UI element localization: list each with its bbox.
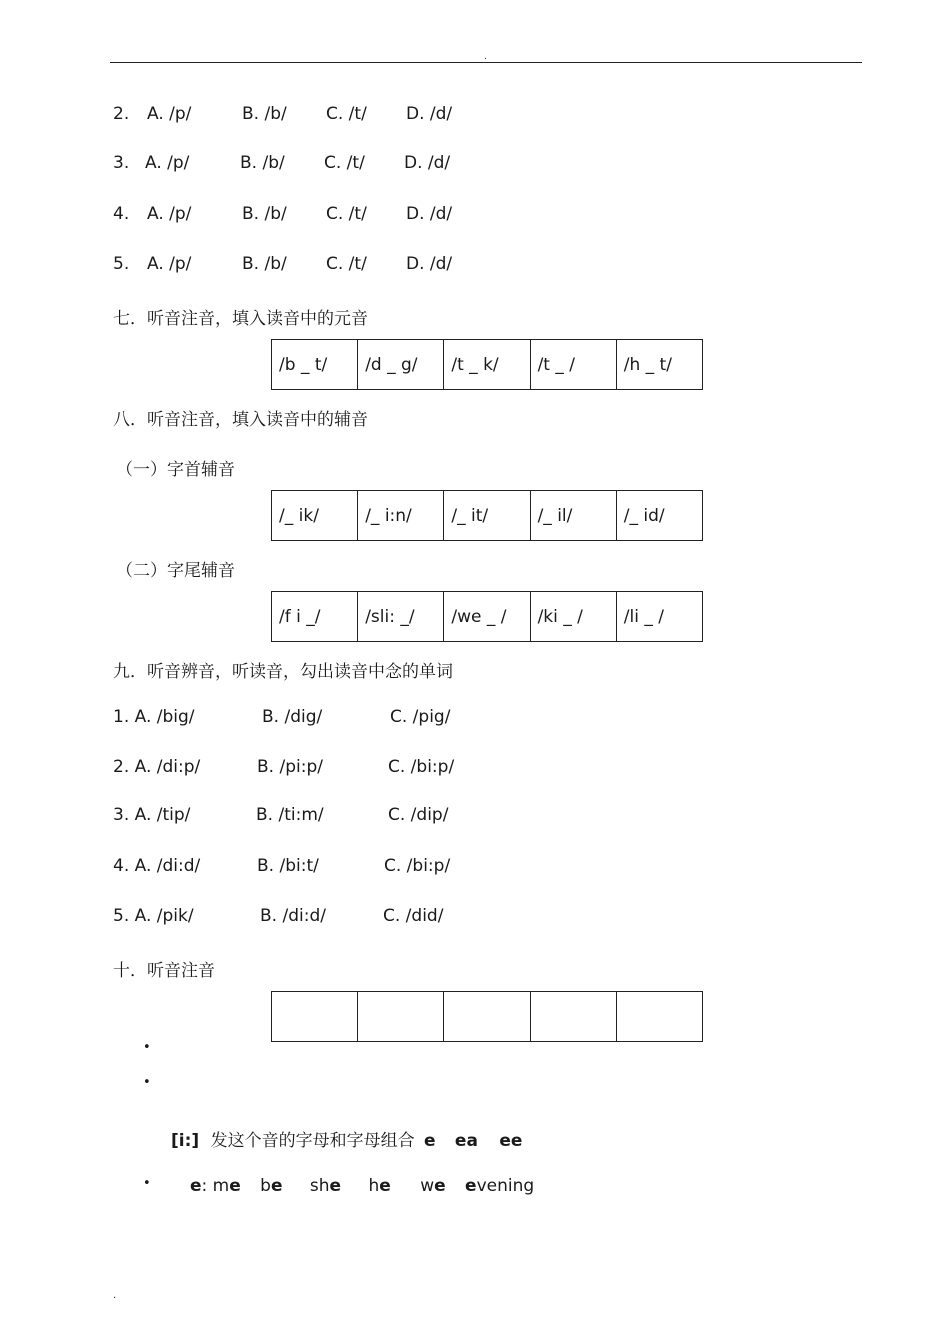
option-b: B. /b/	[242, 204, 287, 224]
option-a[interactable]: 4. A. /di:d/	[113, 856, 201, 876]
phonetic-symbol: [i:]	[171, 1131, 200, 1151]
fill-cell[interactable]: /_ il/	[530, 491, 616, 541]
option-c[interactable]: C. /pig/	[390, 707, 451, 727]
question-number: 3.	[113, 153, 130, 173]
option-b[interactable]: B. /di:d/	[260, 906, 326, 926]
fill-cell[interactable]: /b _ t/	[272, 340, 358, 390]
fill-cell[interactable]: /_ i:n/	[358, 491, 444, 541]
option-b[interactable]: B. /bi:t/	[257, 856, 319, 876]
question-number: 5.	[113, 254, 130, 274]
option-c: C. /t/	[326, 254, 367, 274]
fill-cell[interactable]: /sli: _/	[358, 592, 444, 642]
question-number: 2.	[113, 104, 130, 124]
fill-cell[interactable]: /d _ g/	[358, 340, 444, 390]
letter-combo: ee	[499, 1131, 523, 1151]
fill-cell[interactable]: /li _ /	[616, 592, 702, 642]
option-a: A. /p/	[145, 153, 190, 173]
bullet: •	[143, 1176, 151, 1191]
phonics-rule	[171, 1126, 522, 1151]
option-a[interactable]: 2. A. /di:p/	[113, 757, 201, 777]
letter-combo: e	[423, 1131, 436, 1151]
option-a[interactable]: 5. A. /pik/	[113, 906, 194, 926]
fill-cell[interactable]: /h _ t/	[616, 340, 702, 390]
transcription-table	[271, 991, 703, 1042]
fill-cell[interactable]: /_ id/	[616, 491, 702, 541]
bullet: •	[143, 1075, 151, 1090]
option-b: B. /b/	[242, 254, 287, 274]
option-c: C. /t/	[326, 204, 367, 224]
option-a: A. /p/	[147, 204, 192, 224]
header-rule	[110, 62, 862, 63]
option-d: D. /d/	[406, 254, 453, 274]
option-c[interactable]: C. /dip/	[388, 805, 449, 825]
bullet: •	[143, 1040, 151, 1055]
letter-combo: ea	[454, 1131, 478, 1151]
empty-cell[interactable]	[444, 992, 530, 1042]
example-word: evening	[465, 1176, 535, 1196]
empty-cell[interactable]	[272, 992, 358, 1042]
phonics-description: 发这个音的字母和字母组合	[210, 1131, 415, 1151]
option-c: C. /t/	[326, 104, 367, 124]
option-b[interactable]: B. /ti:m/	[256, 805, 324, 825]
empty-cell[interactable]	[616, 992, 702, 1042]
option-b[interactable]: B. /dig/	[262, 707, 323, 727]
example-word: we	[420, 1176, 446, 1196]
section-8-part-1-title: （一）字首辅音	[116, 460, 235, 480]
section-8-part-2-title: （二）字尾辅音	[116, 561, 235, 581]
option-a: A. /p/	[147, 104, 192, 124]
option-b[interactable]: B. /pi:p/	[257, 757, 323, 777]
fill-cell[interactable]: /t _ /	[530, 340, 616, 390]
example-words	[190, 1176, 534, 1196]
section-8-title: 八．听音注音，填入读音中的辅音	[113, 410, 368, 430]
empty-cell[interactable]	[358, 992, 444, 1042]
fill-cell[interactable]: /_ it/	[444, 491, 530, 541]
example-word: she	[309, 1176, 342, 1196]
vowel-fill-table	[271, 339, 703, 390]
question-number: 4.	[113, 204, 130, 224]
option-a[interactable]: 3. A. /tip/	[113, 805, 191, 825]
section-10-title: 十．听音注音	[113, 961, 215, 981]
fill-cell[interactable]: /ki _ /	[530, 592, 616, 642]
option-b: B. /b/	[242, 104, 287, 124]
option-d: D. /d/	[406, 204, 453, 224]
option-a[interactable]: 1. A. /big/	[113, 707, 195, 727]
option-c: C. /t/	[324, 153, 365, 173]
fill-cell[interactable]: /_ ik/	[272, 491, 358, 541]
header-mark: .	[484, 52, 487, 62]
example-word: be	[260, 1176, 283, 1196]
section-9-title: 九．听音辨音，听读音，勾出读音中念的单词	[113, 662, 453, 682]
example-word: e: me	[190, 1176, 241, 1196]
option-c[interactable]: C. /bi:p/	[384, 856, 451, 876]
option-b: B. /b/	[240, 153, 285, 173]
option-a: A. /p/	[147, 254, 192, 274]
section-7-title: 七．听音注音，填入读音中的元音	[113, 309, 368, 329]
option-c[interactable]: C. /did/	[383, 906, 444, 926]
fill-cell[interactable]: /f i _/	[272, 592, 358, 642]
fill-cell[interactable]: /we _ /	[444, 592, 530, 642]
option-d: D. /d/	[404, 153, 451, 173]
empty-cell[interactable]	[530, 992, 616, 1042]
final-consonant-table	[271, 591, 703, 642]
option-d: D. /d/	[406, 104, 453, 124]
option-c[interactable]: C. /bi:p/	[388, 757, 455, 777]
example-word: he	[368, 1176, 391, 1196]
initial-consonant-table	[271, 490, 703, 541]
fill-cell[interactable]: /t _ k/	[444, 340, 530, 390]
footer-mark: .	[113, 1290, 117, 1301]
